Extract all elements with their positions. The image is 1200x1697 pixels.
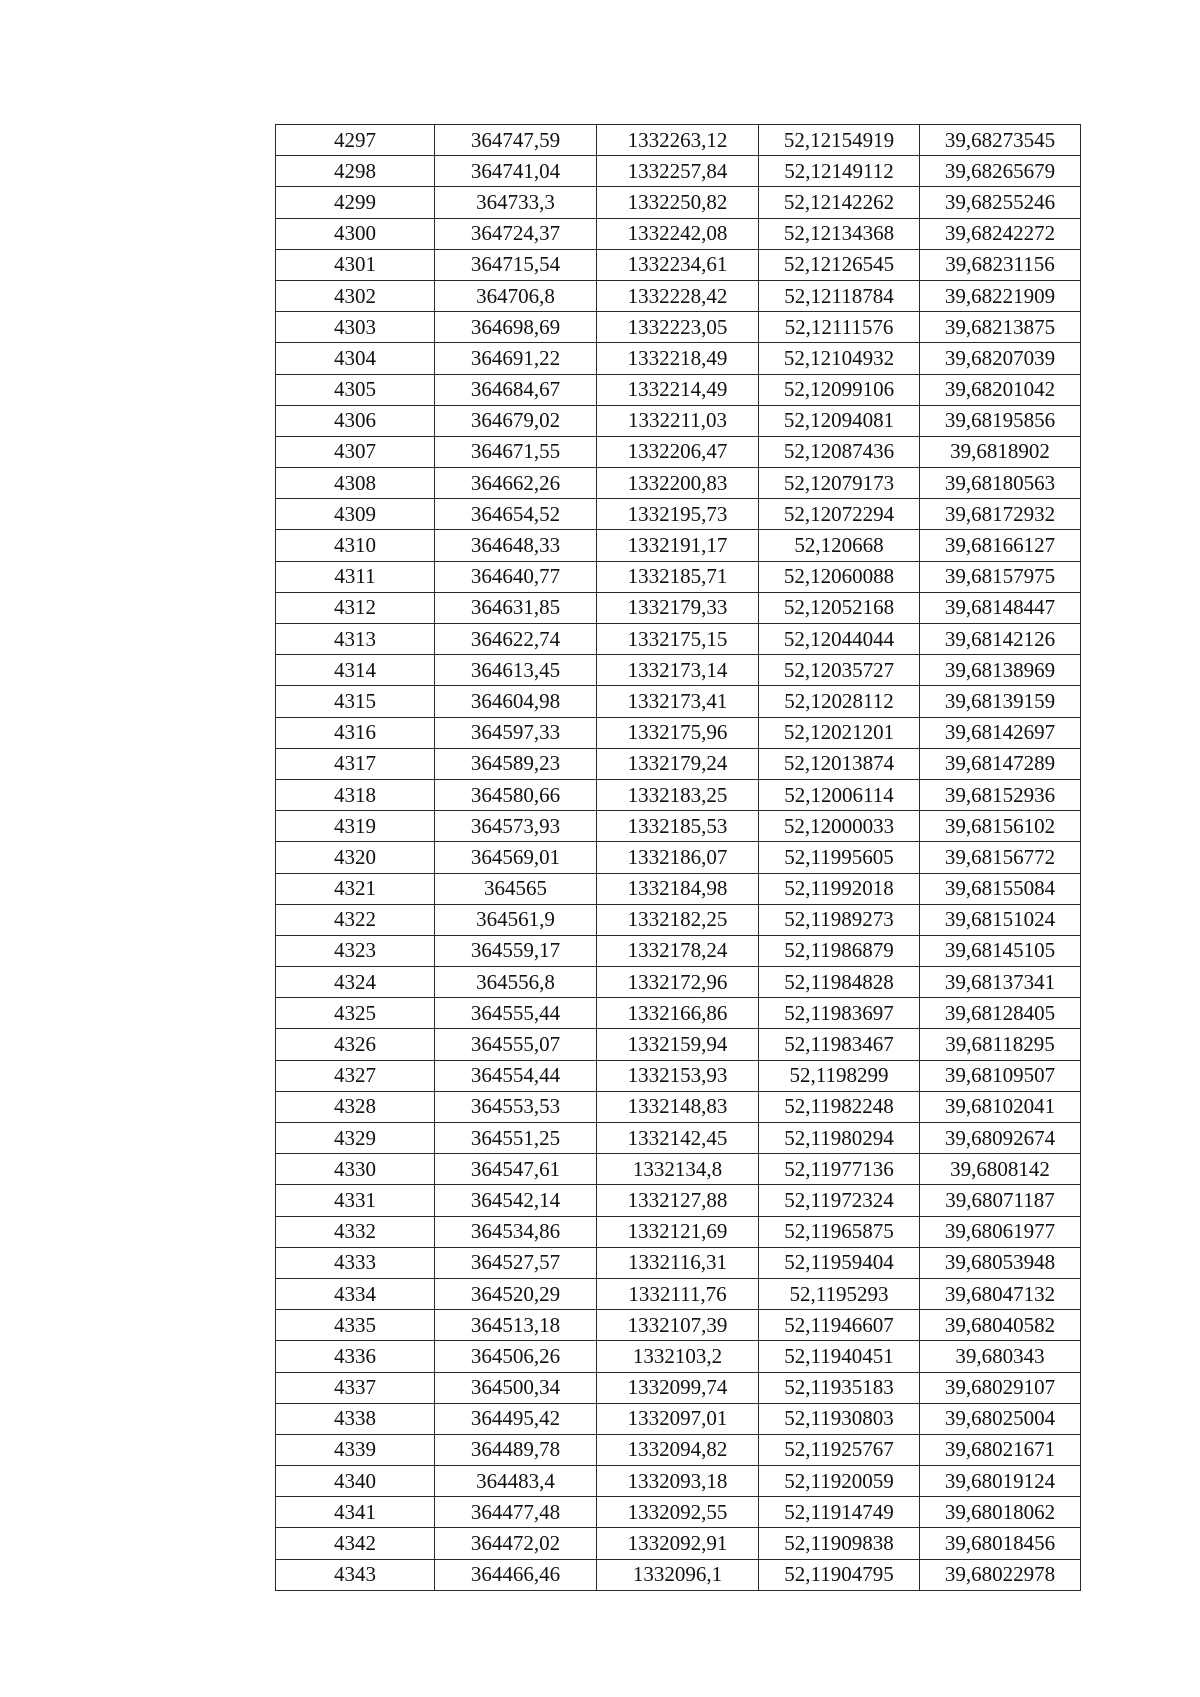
longitude-cell: 39,68025004 xyxy=(920,1403,1081,1434)
x-coordinate-cell: 364555,44 xyxy=(435,998,597,1029)
x-coordinate-cell: 364724,37 xyxy=(435,218,597,249)
longitude-cell: 39,68195856 xyxy=(920,405,1081,436)
x-coordinate-cell: 364534,86 xyxy=(435,1216,597,1247)
latitude-cell: 52,1195293 xyxy=(759,1278,920,1309)
x-coordinate-cell: 364542,14 xyxy=(435,1185,597,1216)
longitude-cell: 39,68172932 xyxy=(920,499,1081,530)
table-row xyxy=(276,1060,1081,1091)
table-row xyxy=(276,624,1081,655)
longitude-cell: 39,68242272 xyxy=(920,218,1081,249)
y-coordinate-cell: 1332195,73 xyxy=(597,499,759,530)
latitude-cell: 52,11925767 xyxy=(759,1434,920,1465)
latitude-cell: 52,12111576 xyxy=(759,312,920,343)
x-coordinate-cell: 364520,29 xyxy=(435,1278,597,1309)
table-row xyxy=(276,592,1081,623)
table-row xyxy=(276,686,1081,717)
latitude-cell: 52,12028112 xyxy=(759,686,920,717)
table-row xyxy=(276,1403,1081,1434)
x-coordinate-cell: 364555,07 xyxy=(435,1029,597,1060)
latitude-cell: 52,11940451 xyxy=(759,1341,920,1372)
longitude-cell: 39,68147289 xyxy=(920,748,1081,779)
table-row xyxy=(276,1372,1081,1403)
point-number-cell: 4317 xyxy=(276,748,435,779)
x-coordinate-cell: 364733,3 xyxy=(435,187,597,218)
y-coordinate-cell: 1332257,84 xyxy=(597,156,759,187)
x-coordinate-cell: 364559,17 xyxy=(435,935,597,966)
x-coordinate-cell: 364604,98 xyxy=(435,686,597,717)
x-coordinate-cell: 364715,54 xyxy=(435,249,597,280)
longitude-cell: 39,68139159 xyxy=(920,686,1081,717)
y-coordinate-cell: 1332179,24 xyxy=(597,748,759,779)
table-row xyxy=(276,1154,1081,1185)
longitude-cell: 39,68022978 xyxy=(920,1559,1081,1590)
x-coordinate-cell: 364589,23 xyxy=(435,748,597,779)
table-row xyxy=(276,1466,1081,1497)
point-number-cell: 4321 xyxy=(276,873,435,904)
x-coordinate-cell: 364597,33 xyxy=(435,717,597,748)
y-coordinate-cell: 1332191,17 xyxy=(597,530,759,561)
x-coordinate-cell: 364706,8 xyxy=(435,280,597,311)
latitude-cell: 52,11980294 xyxy=(759,1123,920,1154)
longitude-cell: 39,68180563 xyxy=(920,468,1081,499)
y-coordinate-cell: 1332116,31 xyxy=(597,1247,759,1278)
latitude-cell: 52,12142262 xyxy=(759,187,920,218)
latitude-cell: 52,11965875 xyxy=(759,1216,920,1247)
point-number-cell: 4301 xyxy=(276,249,435,280)
table-row xyxy=(276,374,1081,405)
point-number-cell: 4331 xyxy=(276,1185,435,1216)
y-coordinate-cell: 1332223,05 xyxy=(597,312,759,343)
point-number-cell: 4337 xyxy=(276,1372,435,1403)
y-coordinate-cell: 1332173,41 xyxy=(597,686,759,717)
latitude-cell: 52,12000033 xyxy=(759,811,920,842)
x-coordinate-cell: 364622,74 xyxy=(435,624,597,655)
y-coordinate-cell: 1332175,96 xyxy=(597,717,759,748)
latitude-cell: 52,12118784 xyxy=(759,280,920,311)
y-coordinate-cell: 1332214,49 xyxy=(597,374,759,405)
table-row xyxy=(276,405,1081,436)
y-coordinate-cell: 1332172,96 xyxy=(597,967,759,998)
y-coordinate-cell: 1332094,82 xyxy=(597,1434,759,1465)
longitude-cell: 39,6818902 xyxy=(920,436,1081,467)
x-coordinate-cell: 364477,48 xyxy=(435,1497,597,1528)
latitude-cell: 52,11977136 xyxy=(759,1154,920,1185)
longitude-cell: 39,68273545 xyxy=(920,125,1081,156)
y-coordinate-cell: 1332166,86 xyxy=(597,998,759,1029)
table-row xyxy=(276,1434,1081,1465)
x-coordinate-cell: 364684,67 xyxy=(435,374,597,405)
latitude-cell: 52,11972324 xyxy=(759,1185,920,1216)
y-coordinate-cell: 1332148,83 xyxy=(597,1091,759,1122)
point-number-cell: 4305 xyxy=(276,374,435,405)
latitude-cell: 52,12126545 xyxy=(759,249,920,280)
table-row xyxy=(276,1528,1081,1559)
x-coordinate-cell: 364506,26 xyxy=(435,1341,597,1372)
latitude-cell: 52,12149112 xyxy=(759,156,920,187)
y-coordinate-cell: 1332127,88 xyxy=(597,1185,759,1216)
latitude-cell: 52,11920059 xyxy=(759,1466,920,1497)
longitude-cell: 39,68047132 xyxy=(920,1278,1081,1309)
point-number-cell: 4340 xyxy=(276,1466,435,1497)
latitude-cell: 52,1198299 xyxy=(759,1060,920,1091)
table-row xyxy=(276,842,1081,873)
latitude-cell: 52,12134368 xyxy=(759,218,920,249)
y-coordinate-cell: 1332093,18 xyxy=(597,1466,759,1497)
coordinates-table xyxy=(275,124,1081,1591)
point-number-cell: 4323 xyxy=(276,935,435,966)
x-coordinate-cell: 364553,53 xyxy=(435,1091,597,1122)
table-row xyxy=(276,904,1081,935)
latitude-cell: 52,12044044 xyxy=(759,624,920,655)
latitude-cell: 52,11995605 xyxy=(759,842,920,873)
point-number-cell: 4307 xyxy=(276,436,435,467)
x-coordinate-cell: 364513,18 xyxy=(435,1310,597,1341)
y-coordinate-cell: 1332142,45 xyxy=(597,1123,759,1154)
table-row xyxy=(276,1247,1081,1278)
x-coordinate-cell: 364527,57 xyxy=(435,1247,597,1278)
longitude-cell: 39,68071187 xyxy=(920,1185,1081,1216)
point-number-cell: 4308 xyxy=(276,468,435,499)
x-coordinate-cell: 364466,46 xyxy=(435,1559,597,1590)
x-coordinate-cell: 364698,69 xyxy=(435,312,597,343)
table-row xyxy=(276,1341,1081,1372)
table-row xyxy=(276,779,1081,810)
x-coordinate-cell: 364613,45 xyxy=(435,655,597,686)
y-coordinate-cell: 1332183,25 xyxy=(597,779,759,810)
latitude-cell: 52,11986879 xyxy=(759,935,920,966)
table-body xyxy=(276,125,1081,1591)
x-coordinate-cell: 364691,22 xyxy=(435,343,597,374)
y-coordinate-cell: 1332096,1 xyxy=(597,1559,759,1590)
x-coordinate-cell: 364741,04 xyxy=(435,156,597,187)
longitude-cell: 39,68018456 xyxy=(920,1528,1081,1559)
point-number-cell: 4326 xyxy=(276,1029,435,1060)
x-coordinate-cell: 364547,61 xyxy=(435,1154,597,1185)
table-row xyxy=(276,499,1081,530)
point-number-cell: 4319 xyxy=(276,811,435,842)
point-number-cell: 4320 xyxy=(276,842,435,873)
x-coordinate-cell: 364662,26 xyxy=(435,468,597,499)
longitude-cell: 39,68142697 xyxy=(920,717,1081,748)
y-coordinate-cell: 1332092,55 xyxy=(597,1497,759,1528)
point-number-cell: 4327 xyxy=(276,1060,435,1091)
longitude-cell: 39,68145105 xyxy=(920,935,1081,966)
longitude-cell: 39,68231156 xyxy=(920,249,1081,280)
point-number-cell: 4324 xyxy=(276,967,435,998)
longitude-cell: 39,68137341 xyxy=(920,967,1081,998)
y-coordinate-cell: 1332228,42 xyxy=(597,280,759,311)
latitude-cell: 52,11904795 xyxy=(759,1559,920,1590)
latitude-cell: 52,12006114 xyxy=(759,779,920,810)
point-number-cell: 4306 xyxy=(276,405,435,436)
latitude-cell: 52,12079173 xyxy=(759,468,920,499)
point-number-cell: 4297 xyxy=(276,125,435,156)
latitude-cell: 52,12087436 xyxy=(759,436,920,467)
x-coordinate-cell: 364489,78 xyxy=(435,1434,597,1465)
point-number-cell: 4339 xyxy=(276,1434,435,1465)
table-row xyxy=(276,1278,1081,1309)
point-number-cell: 4342 xyxy=(276,1528,435,1559)
point-number-cell: 4304 xyxy=(276,343,435,374)
x-coordinate-cell: 364495,42 xyxy=(435,1403,597,1434)
point-number-cell: 4336 xyxy=(276,1341,435,1372)
x-coordinate-cell: 364648,33 xyxy=(435,530,597,561)
y-coordinate-cell: 1332107,39 xyxy=(597,1310,759,1341)
y-coordinate-cell: 1332234,61 xyxy=(597,249,759,280)
point-number-cell: 4322 xyxy=(276,904,435,935)
latitude-cell: 52,11914749 xyxy=(759,1497,920,1528)
y-coordinate-cell: 1332153,93 xyxy=(597,1060,759,1091)
table-row xyxy=(276,811,1081,842)
y-coordinate-cell: 1332185,53 xyxy=(597,811,759,842)
table-row xyxy=(276,1497,1081,1528)
latitude-cell: 52,11984828 xyxy=(759,967,920,998)
point-number-cell: 4299 xyxy=(276,187,435,218)
longitude-cell: 39,68221909 xyxy=(920,280,1081,311)
point-number-cell: 4313 xyxy=(276,624,435,655)
latitude-cell: 52,11989273 xyxy=(759,904,920,935)
latitude-cell: 52,11935183 xyxy=(759,1372,920,1403)
x-coordinate-cell: 364679,02 xyxy=(435,405,597,436)
y-coordinate-cell: 1332121,69 xyxy=(597,1216,759,1247)
latitude-cell: 52,11983467 xyxy=(759,1029,920,1060)
y-coordinate-cell: 1332092,91 xyxy=(597,1528,759,1559)
table-row xyxy=(276,187,1081,218)
point-number-cell: 4325 xyxy=(276,998,435,1029)
point-number-cell: 4328 xyxy=(276,1091,435,1122)
longitude-cell: 39,68109507 xyxy=(920,1060,1081,1091)
x-coordinate-cell: 364569,01 xyxy=(435,842,597,873)
x-coordinate-cell: 364561,9 xyxy=(435,904,597,935)
table-row xyxy=(276,343,1081,374)
table-row xyxy=(276,280,1081,311)
latitude-cell: 52,12154919 xyxy=(759,125,920,156)
latitude-cell: 52,12104932 xyxy=(759,343,920,374)
x-coordinate-cell: 364747,59 xyxy=(435,125,597,156)
y-coordinate-cell: 1332263,12 xyxy=(597,125,759,156)
y-coordinate-cell: 1332179,33 xyxy=(597,592,759,623)
latitude-cell: 52,12060088 xyxy=(759,561,920,592)
longitude-cell: 39,68021671 xyxy=(920,1434,1081,1465)
latitude-cell: 52,11983697 xyxy=(759,998,920,1029)
point-number-cell: 4300 xyxy=(276,218,435,249)
y-coordinate-cell: 1332134,8 xyxy=(597,1154,759,1185)
y-coordinate-cell: 1332159,94 xyxy=(597,1029,759,1060)
y-coordinate-cell: 1332097,01 xyxy=(597,1403,759,1434)
longitude-cell: 39,68118295 xyxy=(920,1029,1081,1060)
table-row xyxy=(276,249,1081,280)
table-row xyxy=(276,312,1081,343)
y-coordinate-cell: 1332211,03 xyxy=(597,405,759,436)
longitude-cell: 39,68255246 xyxy=(920,187,1081,218)
point-number-cell: 4335 xyxy=(276,1310,435,1341)
latitude-cell: 52,12099106 xyxy=(759,374,920,405)
longitude-cell: 39,68029107 xyxy=(920,1372,1081,1403)
latitude-cell: 52,11959404 xyxy=(759,1247,920,1278)
longitude-cell: 39,68155084 xyxy=(920,873,1081,904)
x-coordinate-cell: 364640,77 xyxy=(435,561,597,592)
latitude-cell: 52,12013874 xyxy=(759,748,920,779)
y-coordinate-cell: 1332103,2 xyxy=(597,1341,759,1372)
x-coordinate-cell: 364500,34 xyxy=(435,1372,597,1403)
latitude-cell: 52,120668 xyxy=(759,530,920,561)
x-coordinate-cell: 364631,85 xyxy=(435,592,597,623)
y-coordinate-cell: 1332111,76 xyxy=(597,1278,759,1309)
table-row xyxy=(276,1559,1081,1590)
y-coordinate-cell: 1332175,15 xyxy=(597,624,759,655)
longitude-cell: 39,68166127 xyxy=(920,530,1081,561)
longitude-cell: 39,68138969 xyxy=(920,655,1081,686)
table-row xyxy=(276,468,1081,499)
point-number-cell: 4302 xyxy=(276,280,435,311)
table-row xyxy=(276,125,1081,156)
longitude-cell: 39,6808142 xyxy=(920,1154,1081,1185)
point-number-cell: 4329 xyxy=(276,1123,435,1154)
point-number-cell: 4316 xyxy=(276,717,435,748)
point-number-cell: 4343 xyxy=(276,1559,435,1590)
longitude-cell: 39,68265679 xyxy=(920,156,1081,187)
point-number-cell: 4314 xyxy=(276,655,435,686)
latitude-cell: 52,11992018 xyxy=(759,873,920,904)
table-row xyxy=(276,655,1081,686)
point-number-cell: 4332 xyxy=(276,1216,435,1247)
table-row xyxy=(276,436,1081,467)
longitude-cell: 39,68102041 xyxy=(920,1091,1081,1122)
table-row xyxy=(276,1310,1081,1341)
longitude-cell: 39,68151024 xyxy=(920,904,1081,935)
point-number-cell: 4311 xyxy=(276,561,435,592)
point-number-cell: 4318 xyxy=(276,779,435,810)
y-coordinate-cell: 1332173,14 xyxy=(597,655,759,686)
table-row xyxy=(276,717,1081,748)
point-number-cell: 4310 xyxy=(276,530,435,561)
longitude-cell: 39,68019124 xyxy=(920,1466,1081,1497)
latitude-cell: 52,12094081 xyxy=(759,405,920,436)
y-coordinate-cell: 1332182,25 xyxy=(597,904,759,935)
x-coordinate-cell: 364551,25 xyxy=(435,1123,597,1154)
longitude-cell: 39,68128405 xyxy=(920,998,1081,1029)
table-row xyxy=(276,998,1081,1029)
y-coordinate-cell: 1332200,83 xyxy=(597,468,759,499)
longitude-cell: 39,68092674 xyxy=(920,1123,1081,1154)
latitude-cell: 52,12072294 xyxy=(759,499,920,530)
longitude-cell: 39,68201042 xyxy=(920,374,1081,405)
x-coordinate-cell: 364472,02 xyxy=(435,1528,597,1559)
longitude-cell: 39,68061977 xyxy=(920,1216,1081,1247)
x-coordinate-cell: 364671,55 xyxy=(435,436,597,467)
table-row xyxy=(276,530,1081,561)
latitude-cell: 52,11982248 xyxy=(759,1091,920,1122)
point-number-cell: 4330 xyxy=(276,1154,435,1185)
y-coordinate-cell: 1332242,08 xyxy=(597,218,759,249)
table-row xyxy=(276,1123,1081,1154)
y-coordinate-cell: 1332184,98 xyxy=(597,873,759,904)
latitude-cell: 52,11946607 xyxy=(759,1310,920,1341)
longitude-cell: 39,68053948 xyxy=(920,1247,1081,1278)
point-number-cell: 4333 xyxy=(276,1247,435,1278)
x-coordinate-cell: 364654,52 xyxy=(435,499,597,530)
table-row xyxy=(276,873,1081,904)
y-coordinate-cell: 1332218,49 xyxy=(597,343,759,374)
table-row xyxy=(276,748,1081,779)
table-row xyxy=(276,156,1081,187)
x-coordinate-cell: 364565 xyxy=(435,873,597,904)
y-coordinate-cell: 1332178,24 xyxy=(597,935,759,966)
longitude-cell: 39,68040582 xyxy=(920,1310,1081,1341)
latitude-cell: 52,12035727 xyxy=(759,655,920,686)
longitude-cell: 39,68142126 xyxy=(920,624,1081,655)
table-row xyxy=(276,967,1081,998)
point-number-cell: 4303 xyxy=(276,312,435,343)
point-number-cell: 4312 xyxy=(276,592,435,623)
latitude-cell: 52,11909838 xyxy=(759,1528,920,1559)
point-number-cell: 4338 xyxy=(276,1403,435,1434)
latitude-cell: 52,11930803 xyxy=(759,1403,920,1434)
longitude-cell: 39,68207039 xyxy=(920,343,1081,374)
y-coordinate-cell: 1332250,82 xyxy=(597,187,759,218)
x-coordinate-cell: 364483,4 xyxy=(435,1466,597,1497)
point-number-cell: 4334 xyxy=(276,1278,435,1309)
latitude-cell: 52,12052168 xyxy=(759,592,920,623)
y-coordinate-cell: 1332206,47 xyxy=(597,436,759,467)
point-number-cell: 4298 xyxy=(276,156,435,187)
x-coordinate-cell: 364556,8 xyxy=(435,967,597,998)
table-row xyxy=(276,1029,1081,1060)
point-number-cell: 4309 xyxy=(276,499,435,530)
y-coordinate-cell: 1332185,71 xyxy=(597,561,759,592)
longitude-cell: 39,68152936 xyxy=(920,779,1081,810)
table-row xyxy=(276,1091,1081,1122)
longitude-cell: 39,68156102 xyxy=(920,811,1081,842)
table-row xyxy=(276,561,1081,592)
x-coordinate-cell: 364573,93 xyxy=(435,811,597,842)
latitude-cell: 52,12021201 xyxy=(759,717,920,748)
longitude-cell: 39,68148447 xyxy=(920,592,1081,623)
longitude-cell: 39,68018062 xyxy=(920,1497,1081,1528)
x-coordinate-cell: 364580,66 xyxy=(435,779,597,810)
longitude-cell: 39,68213875 xyxy=(920,312,1081,343)
longitude-cell: 39,680343 xyxy=(920,1341,1081,1372)
point-number-cell: 4341 xyxy=(276,1497,435,1528)
point-number-cell: 4315 xyxy=(276,686,435,717)
longitude-cell: 39,68156772 xyxy=(920,842,1081,873)
y-coordinate-cell: 1332186,07 xyxy=(597,842,759,873)
table-row xyxy=(276,1185,1081,1216)
x-coordinate-cell: 364554,44 xyxy=(435,1060,597,1091)
table-row xyxy=(276,218,1081,249)
table-row xyxy=(276,1216,1081,1247)
y-coordinate-cell: 1332099,74 xyxy=(597,1372,759,1403)
longitude-cell: 39,68157975 xyxy=(920,561,1081,592)
table-row xyxy=(276,935,1081,966)
